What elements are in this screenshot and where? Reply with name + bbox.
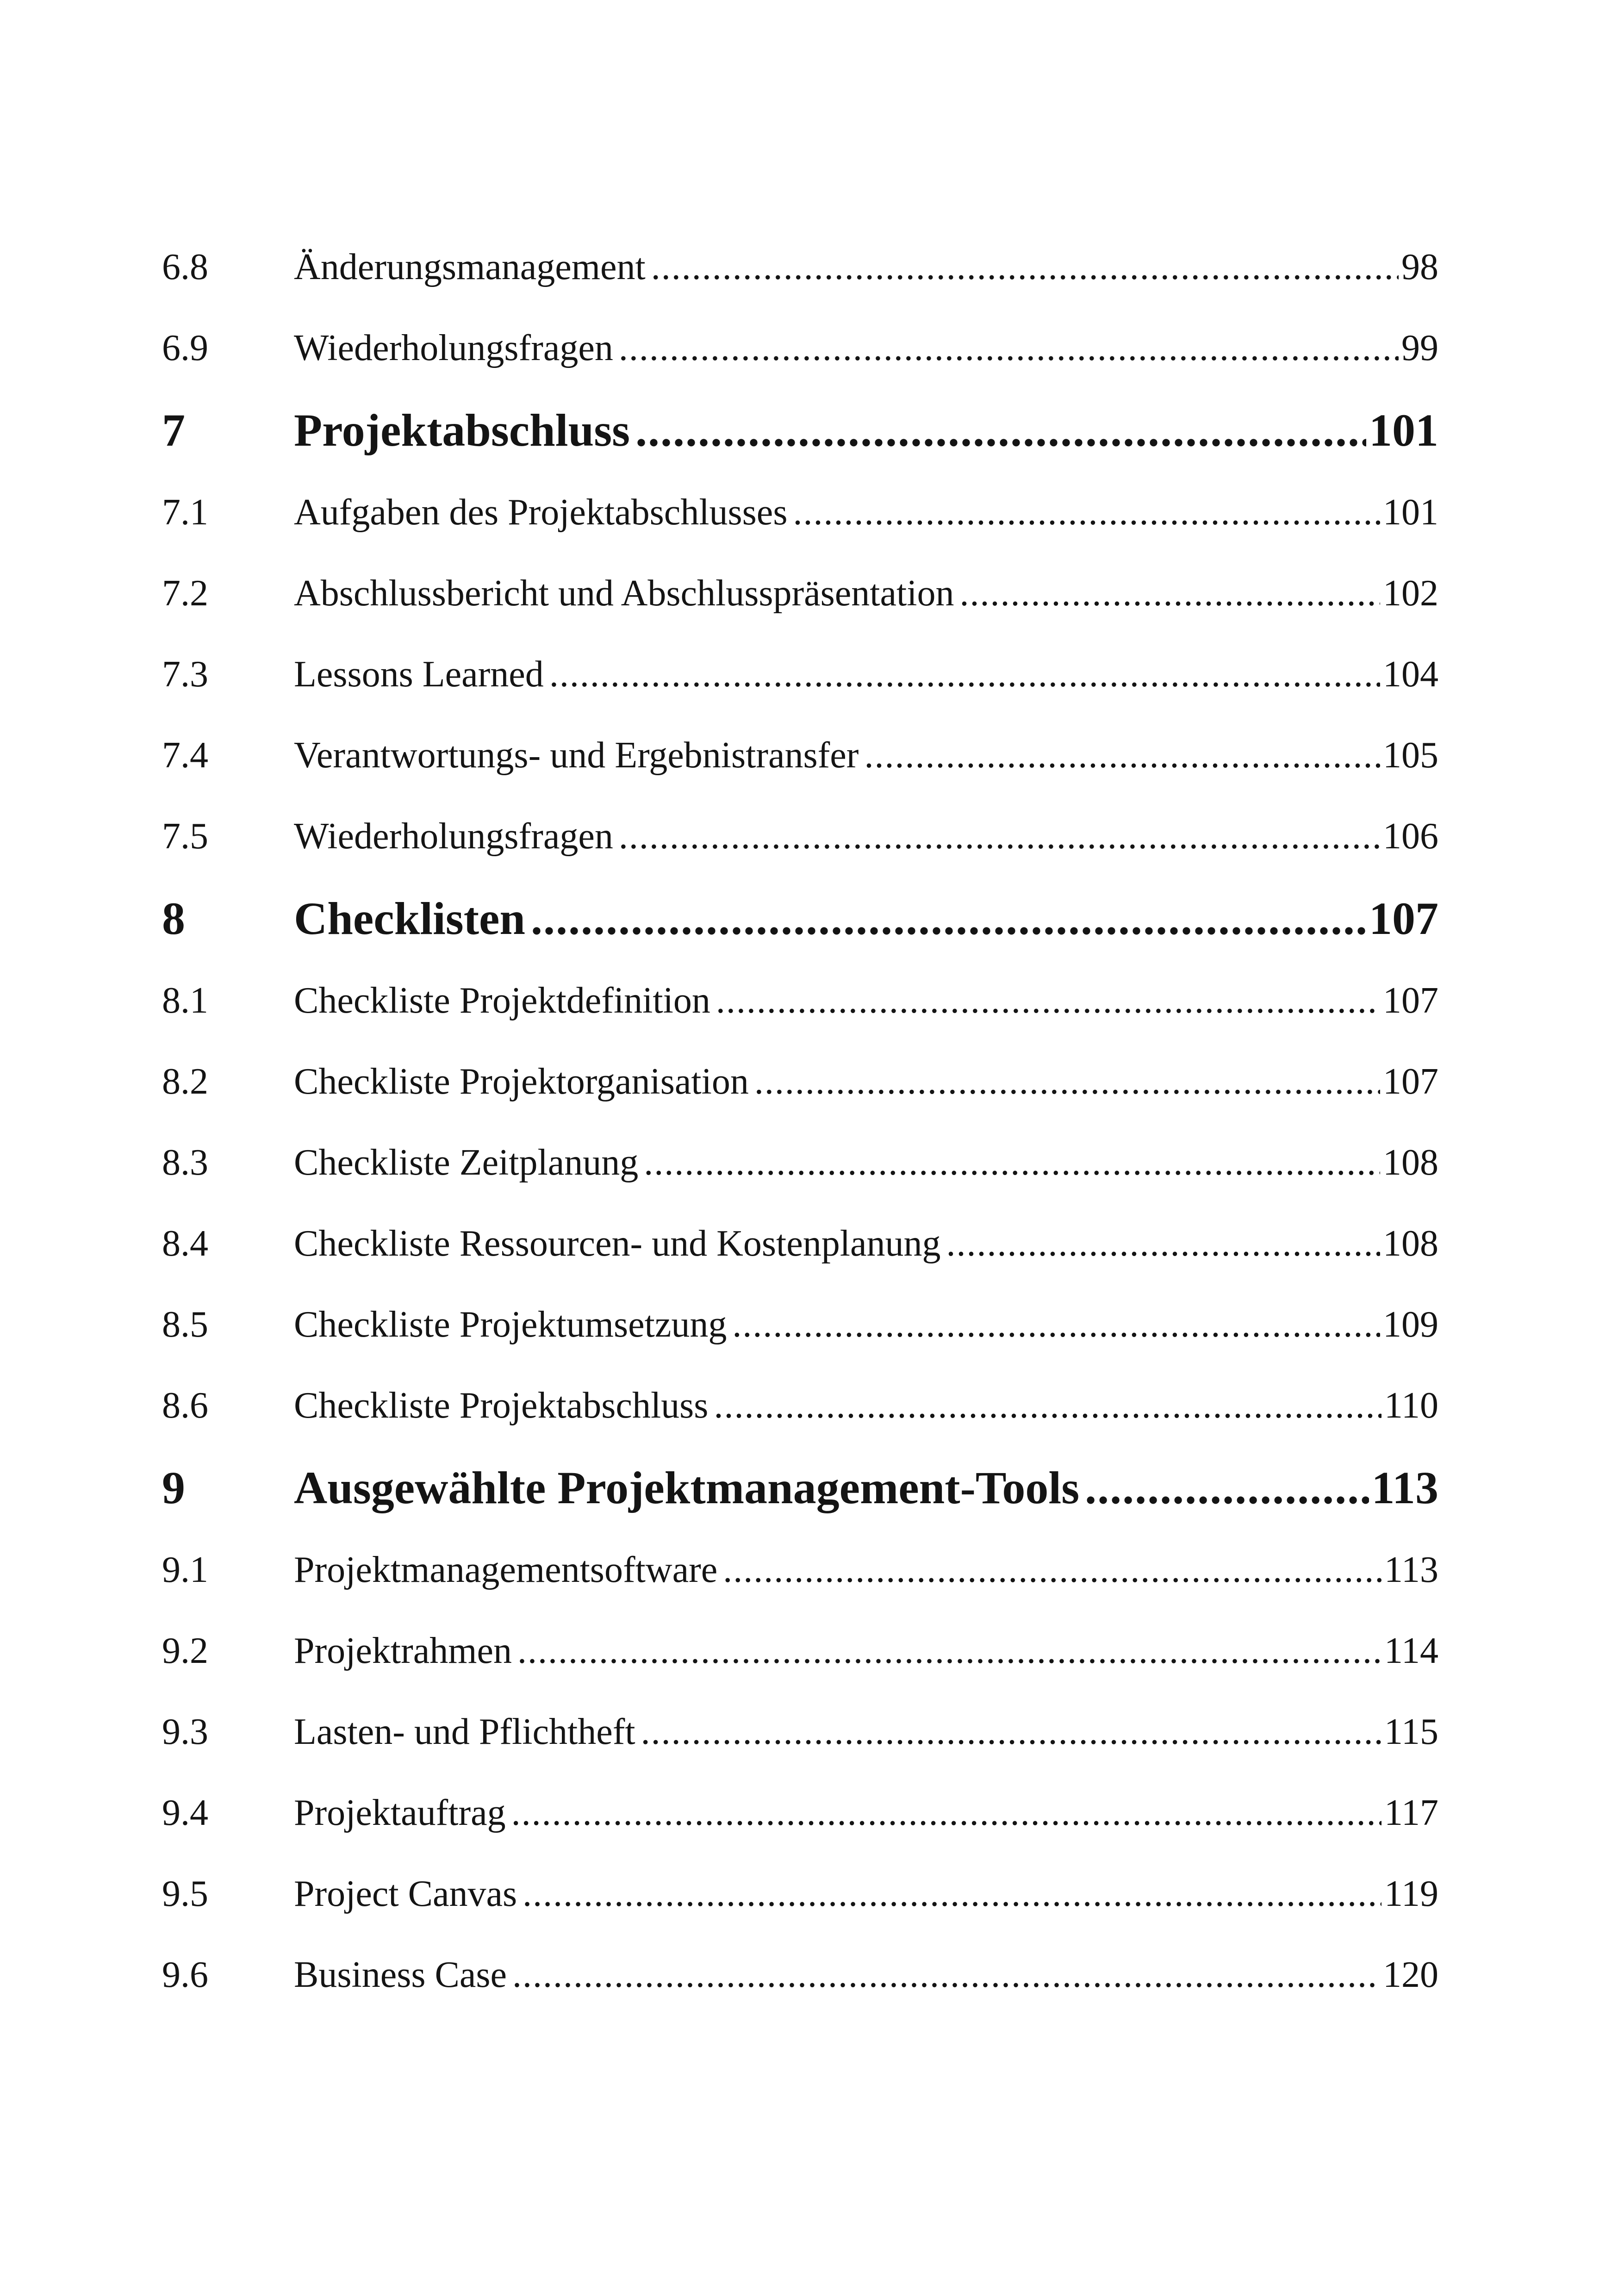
dot-leader [946,1203,1381,1284]
section-title: Business Case [294,1935,512,2016]
page-number: 108 [1380,1122,1438,1203]
dot-leader [619,308,1399,389]
toc-entry[interactable] [162,1935,1438,2016]
section-number: 7.3 [162,654,208,695]
page-number: 110 [1382,1365,1438,1446]
section-number: 7.5 [162,816,208,857]
chapter-number: 7 [162,404,185,456]
page-number: 107 [1380,1041,1438,1122]
dot-leader [641,1692,1382,1773]
section-number: 9.1 [162,1549,208,1590]
dot-leader [549,634,1380,715]
section-title: Checkliste Projektorganisation [294,1041,754,1122]
section-number: 8.6 [162,1385,208,1426]
toc-entry[interactable] [162,1530,1438,1611]
dot-leader [512,1935,1380,2016]
section-number: 6.9 [162,328,208,368]
dot-leader [864,715,1380,796]
section-title: Checkliste Projektdefinition [294,960,716,1041]
section-number: 9.4 [162,1792,208,1833]
section-title: Verantwortungs- und Ergebnistransfer [294,715,864,796]
section-number: 8.5 [162,1304,208,1345]
dot-leader [651,227,1399,308]
section-number: 8.3 [162,1142,208,1183]
dot-leader [793,472,1380,553]
dot-leader [754,1041,1380,1122]
page-number: 115 [1382,1692,1438,1773]
toc-entry[interactable] [162,634,1438,715]
section-title: Projektrahmen [294,1611,517,1692]
section-number: 9.3 [162,1711,208,1752]
chapter-title: Checklisten [294,877,531,960]
toc-entry[interactable] [162,1611,1438,1692]
section-title: Änderungsmanagement [294,227,651,308]
section-number: 8.4 [162,1223,208,1264]
dot-leader [959,553,1380,634]
section-title: Projektauftrag [294,1773,511,1854]
page-number: 120 [1380,1935,1438,2016]
table-of-contents [162,227,1438,2016]
toc-entry[interactable] [162,1692,1438,1773]
section-title: Abschlussbericht und Abschlusspräsentation [294,553,959,634]
toc-entry[interactable] [162,227,1438,308]
section-title: Checkliste Projektumsetzung [294,1284,732,1365]
dot-leader [619,796,1380,877]
section-number: 9.5 [162,1873,208,1914]
chapter-number: 8 [162,893,185,944]
section-title: Wiederholungsfragen [294,308,619,389]
dot-leader [714,1365,1382,1446]
section-title: Aufgaben des Projektabschlusses [294,472,793,553]
page-number: 108 [1380,1203,1438,1284]
section-title: Checkliste Zeitplanung [294,1122,644,1203]
section-title: Project Canvas [294,1854,523,1935]
page-number: 98 [1399,227,1438,308]
page-number: 119 [1382,1854,1438,1935]
section-number: 7.2 [162,573,208,614]
toc-entry[interactable] [162,553,1438,634]
toc-chapter[interactable] [162,877,1438,960]
toc-entry[interactable] [162,1773,1438,1854]
section-title: Lessons Learned [294,634,549,715]
dot-leader [732,1284,1380,1365]
section-number: 7.1 [162,492,208,533]
toc-entry[interactable] [162,1122,1438,1203]
toc-entry[interactable] [162,472,1438,553]
dot-leader [511,1773,1382,1854]
section-title: Checkliste Ressourcen- und Kostenplanung [294,1203,946,1284]
section-number: 8.1 [162,980,208,1021]
page-number: 104 [1380,634,1438,715]
section-number: 7.4 [162,735,208,776]
page-number: 106 [1380,796,1438,877]
section-title: Checkliste Projektabschluss [294,1365,714,1446]
toc-entry[interactable] [162,1365,1438,1446]
dot-leader [644,1122,1380,1203]
toc-entry[interactable] [162,960,1438,1041]
page-number: 107 [1366,877,1438,960]
page-number: 114 [1382,1611,1438,1692]
dot-leader [523,1854,1382,1935]
toc-entry[interactable] [162,796,1438,877]
dot-leader [716,960,1380,1041]
dot-leader [531,877,1366,960]
chapter-title: Projektabschluss [294,389,635,472]
page-number: 101 [1380,472,1438,553]
dot-leader [1085,1446,1369,1530]
chapter-number: 9 [162,1462,185,1513]
toc-entry[interactable] [162,1854,1438,1935]
section-title: Projektmanagementsoftware [294,1530,723,1611]
page-number: 99 [1399,308,1438,389]
section-title: Wiederholungsfragen [294,796,619,877]
page-number: 102 [1380,553,1438,634]
section-title: Lasten- und Pflichtheft [294,1692,641,1773]
section-number: 9.6 [162,1954,208,1995]
toc-entry[interactable] [162,1203,1438,1284]
chapter-title: Ausgewählte Projektmanagement-Tools [294,1446,1085,1530]
toc-entry[interactable] [162,1041,1438,1122]
toc-entry[interactable] [162,308,1438,389]
page-number: 109 [1380,1284,1438,1365]
dot-leader [635,389,1366,472]
dot-leader [517,1611,1382,1692]
page-number: 101 [1366,389,1438,472]
page-number: 117 [1382,1773,1438,1854]
page-number: 105 [1380,715,1438,796]
dot-leader [723,1530,1382,1611]
section-number: 8.2 [162,1061,208,1102]
toc-chapter[interactable] [162,389,1438,472]
page-number: 113 [1382,1530,1438,1611]
section-number: 6.8 [162,247,208,287]
page-number: 107 [1380,960,1438,1041]
toc-chapter[interactable] [162,1446,1438,1530]
page-number: 113 [1369,1446,1438,1530]
toc-entry[interactable] [162,1284,1438,1365]
section-number: 9.2 [162,1630,208,1671]
toc-entry[interactable] [162,715,1438,796]
